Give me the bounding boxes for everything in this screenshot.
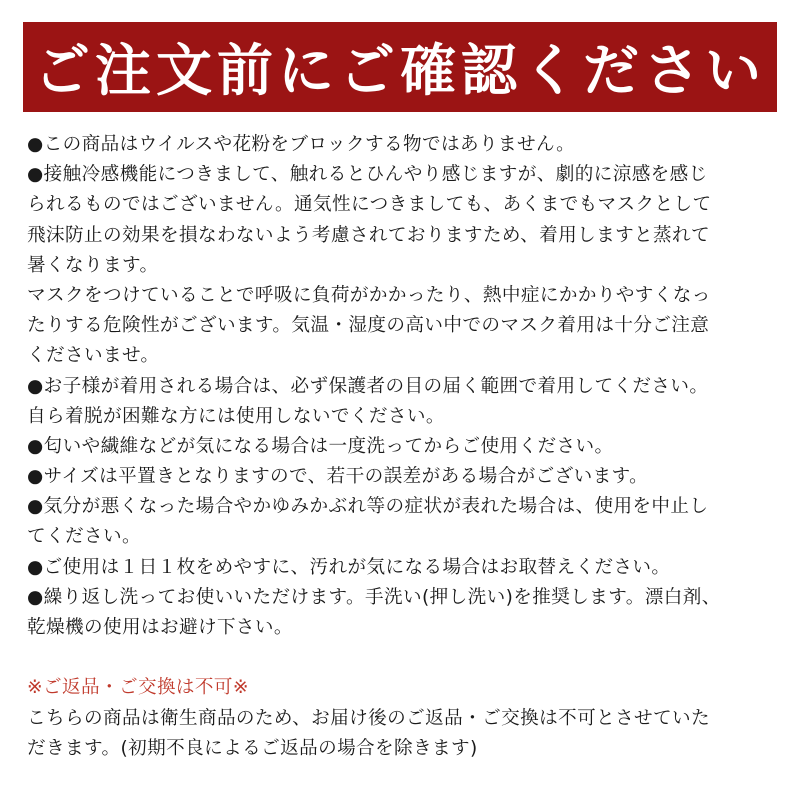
note-line: ●お子様が着用される場合は、必ず保護者の目の届く範囲で着用してください。: [27, 375, 709, 397]
header-banner: [23, 22, 777, 112]
notice-line: こちらの商品は衛生商品のため、お届け後のご返品・ご交換は不可とさせていた: [27, 707, 711, 729]
note-line: 暑くなります。: [27, 254, 159, 276]
note-line: ●接触冷感機能につきまして、触れるとひんやり感じますが、劇的に涼感を感じ: [27, 164, 708, 186]
no-return-heading: ※ご返品・ご交換は不可※: [27, 677, 249, 699]
note-line: ●サイズは平置きとなりますので、若干の誤差がある場合がございます。: [27, 466, 649, 488]
notice-line: だきます。(初期不良によるご返品の場合を除きます): [27, 737, 478, 759]
note-line: ●匂いや繊維などが気になる場合は一度洗ってからご使用ください。: [27, 435, 614, 457]
note-line: られるものではございません。通気性につきましても、あくまでもマスクとして: [27, 194, 712, 216]
note-line: ●繰り返し洗ってお使いいただけます。手洗い(押し洗い)を推奨します。漂白剤、: [27, 586, 721, 608]
notes-body: [27, 130, 777, 764]
section-spacer: [27, 643, 777, 673]
note-line: たりする危険性がございます。気温・湿度の高い中でのマスク着用は十分ご注意: [27, 315, 710, 337]
note-line: ●気分が悪くなった場合やかゆみかぶれ等の症状が表れた場合は、使用を中止し: [27, 496, 709, 518]
banner-title: ご注文前にご確認ください: [34, 39, 766, 104]
note-line: ●この商品はウイルスや花粉をブロックする物ではありません。: [27, 134, 576, 155]
note-line: マスクをつけていることで呼吸に負荷がかかったり、熱中症にかかりやすくなっ: [27, 284, 711, 306]
note-line: ●ご使用は１日１枚をめやすに、汚れが気になる場合はお取替えください。: [27, 556, 671, 578]
note-line: てください。: [27, 526, 141, 548]
note-line: くださいませ。: [27, 345, 160, 367]
note-line: 乾燥機の使用はお避け下さい。: [27, 617, 293, 638]
note-line: 自ら着脱が困難な方には使用しないでください。: [27, 405, 445, 427]
note-line: 飛沫防止の効果を損なわないよう考慮されておりますため、着用しますと蒸れて: [27, 224, 711, 246]
